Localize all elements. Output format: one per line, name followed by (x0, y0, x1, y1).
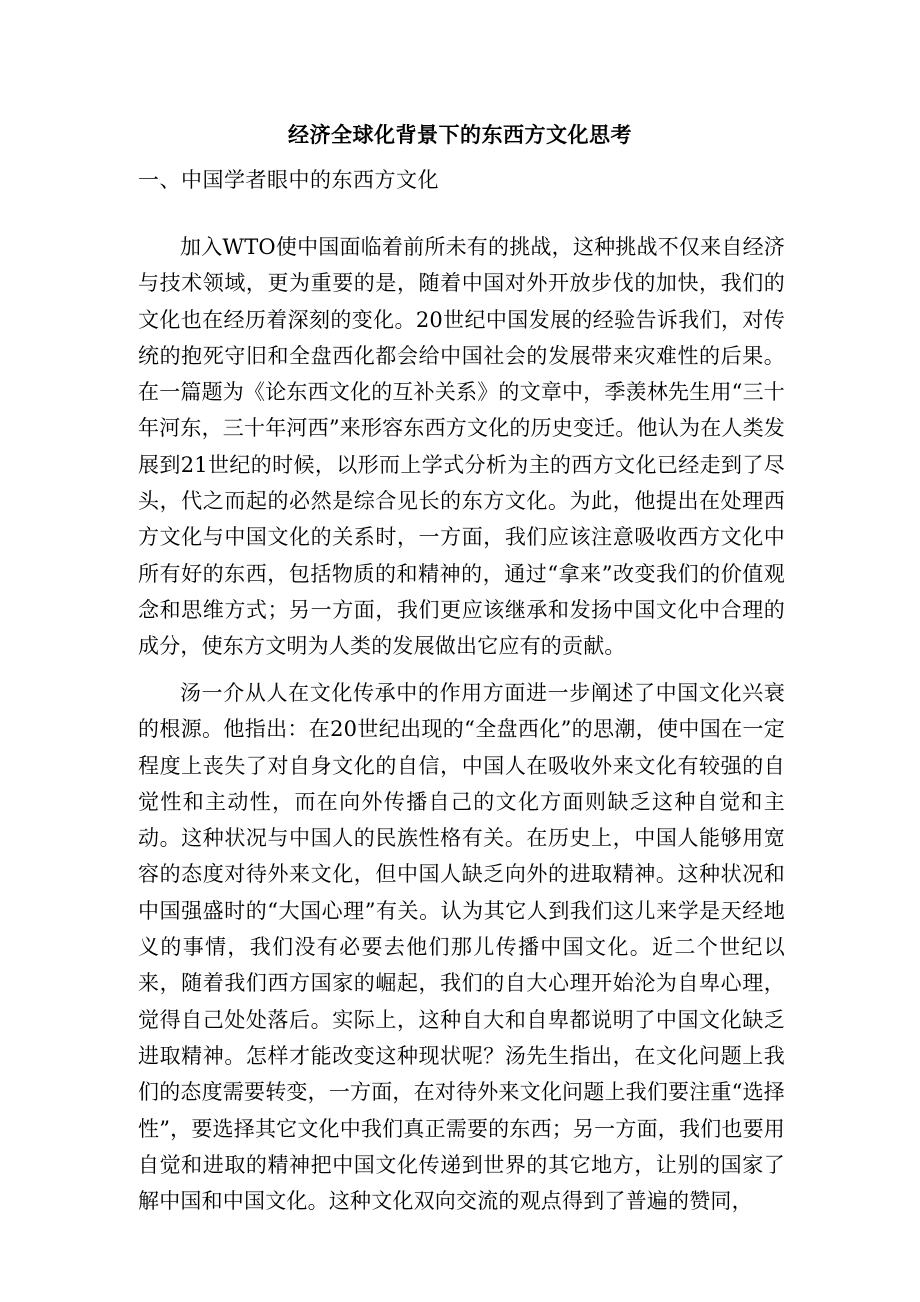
section-heading: 一、中国学者眼中的东西方文化 (138, 168, 439, 192)
paragraph-2: 汤一介从人在文化传承中的作用方面进一步阐述了中国文化兴衰的根源。他指出：在20世纪出现的“全盘西化”的思潮，使中国在一定程度上丧失了对自身文化的自信，中国人在吸收外来文化有较强的自觉性和主动性，而在向外传播自己的文化方面则缺乏这种自觉和主动。这种状况与中国人的民族性格有关。在历史上，中国人能够用宽容的态度对待外来文化，但中国人缺乏向外的进取精神。这种状况和中国强盛时的“大国心理”有关。认为其它人到我们这儿来学是天经地义的事情，我们没有必要去他们那儿传播中国文化。近二个世纪以来，随着我们西方国家的崛起，我们的自大心理开始沦为自卑心理，觉得自己处处落后。实际上，这种自大和自卑都说明了中国文化缺乏进取精神。怎样才能改变这种现状呢？汤先生指出，在文化问题上我们的态度需要转变，一方面，在对待外来文化问题上我们要注重“选择性”，要选择其它文化中我们真正需要的东西；另一方面，我们也要用自觉和进取的精神把中国文化传递到世界的其它地方，让别的国家了解中国和中国文化。这种文化双向交流的观点得到了普遍的赞同， (138, 681, 785, 1214)
paragraph-1: 加入WTO使中国面临着前所未有的挑战，这种挑战不仅来自经济与技术领域，更为重要的是，随着中国对外开放步伐的加快，我们的文化也在经历着深刻的变化。20世纪中国发展的经验告诉我们，对传统的抱死守旧和全盘西化都会给中国社会的发展带来灾难性的后果。在一篇题为《论东西文化的互补关系》的文章中，季羡林先生用“三十年河东，三十年河西”来形容东西方文化的历史变迁。他认为在人类发展到21世纪的时候，以形而上学式分析为主的西方文化已经走到了尽头，代之而起的必然是综合见长的东方文化。为此，他提出在处理西方文化与中国文化的关系时，一方面，我们应该注意吸收西方文化中所有好的东西，包括物质的和精神的，通过“拿来”改变我们的价值观念和思维方式；另一方面，我们更应该继承和发扬中国文化中合理的成分，使东方文明为人类的发展做出它应有的贡献。 (138, 235, 785, 659)
document-title: 经济全球化背景下的东西方文化思考 (288, 123, 632, 147)
